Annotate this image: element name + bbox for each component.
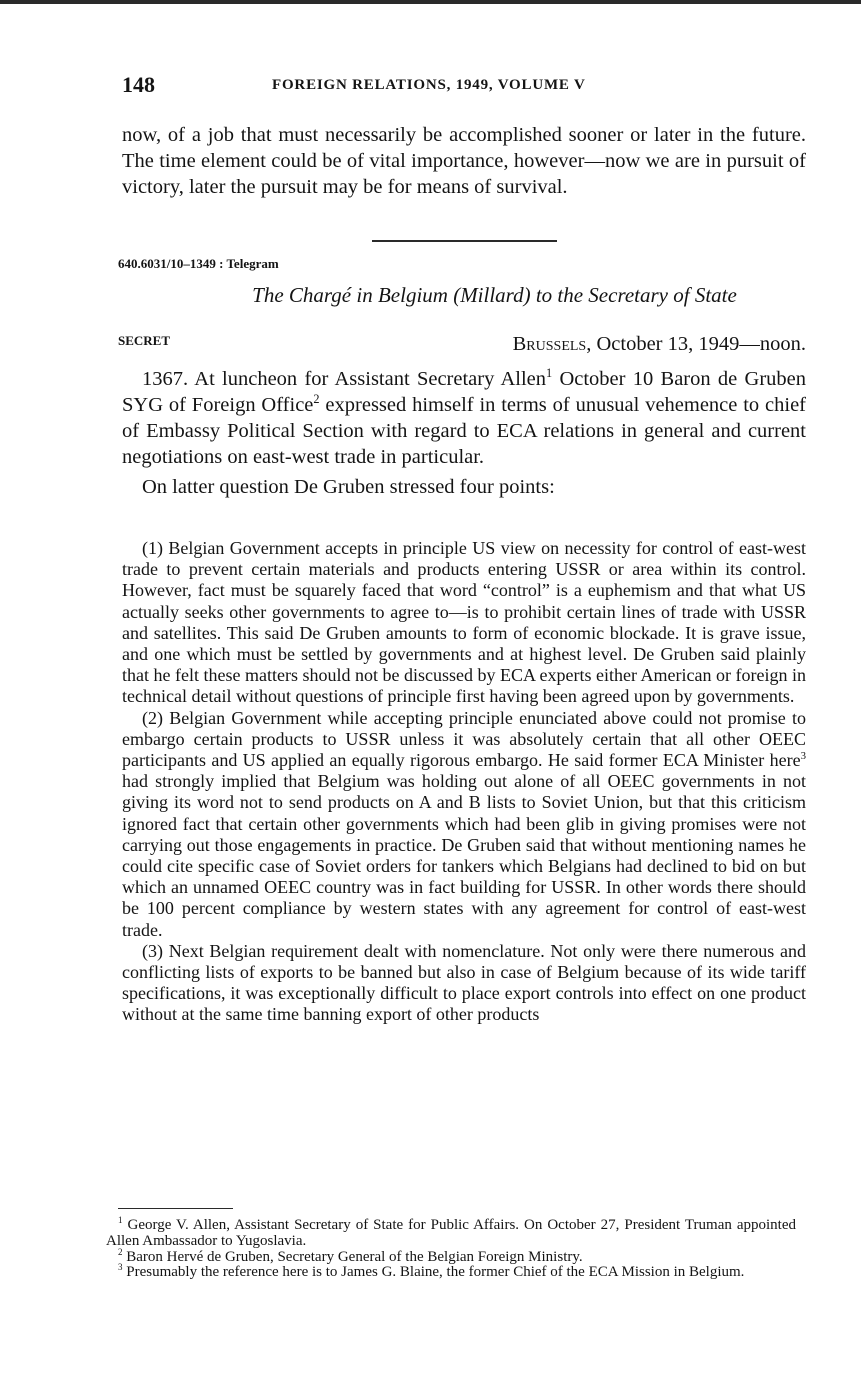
dateline <box>513 333 806 356</box>
document-separator-rule <box>372 240 557 242</box>
point2-text-b: had strongly implied that Belgium was holding out alone of all OEEC governments in not giving its word not to send products on A and B lists to Soviet Union, but that this criticism ignored fact that certain other governments which had been glib in giving promises were not carrying out those engagements in practice. De Gruben said that without mentioning names he could cite specific case of Soviet orders for tankers which Belgians had declined to bid on but which an unnamed OEEC country was in fact building for USSR. In other words there should be 100 percent compliance by western states with any agreement for control of east-west trade. <box>122 771 806 940</box>
footnote-rule <box>118 1208 233 1209</box>
top-edge-rule <box>0 0 861 4</box>
telegram-opening <box>122 366 806 500</box>
footnote-2-mark: 2 <box>118 1246 123 1257</box>
para1-text-a: 1367. At luncheon for Assistant Secretary Allen <box>142 368 547 390</box>
page-header <box>122 72 806 102</box>
footnote-1 <box>106 1215 796 1250</box>
page-number: 148 <box>122 72 155 97</box>
dateline-place: Brussels, <box>512 333 592 355</box>
footnote-ref-1: 1 <box>546 366 553 381</box>
continuation-text-block <box>122 122 806 200</box>
dateline-date: October 13, 1949—noon. <box>596 333 806 355</box>
footnote-3 <box>106 1262 796 1281</box>
running-head: FOREIGN RELATIONS, 1949, VOLUME V <box>272 77 586 93</box>
continuation-paragraph: now, of a job that must necessarily be accomplished sooner or later in the future. The time element could be of vital importance, however—now we are in pursuit of victory, later the pursuit may be for means of survival. <box>122 124 806 198</box>
footnote-1-text: George V. Allen, Assistant Secretary of State for Public Affairs. On October 27, President Truman appointed Allen Ambassador to Yugoslavia. <box>106 1217 796 1249</box>
para1-text-c: expressed himself in terms of unusual vehemence to chief of Embassy Political Section with regard to ECA relations in general and current negotiations on east-west trade in particular. <box>122 394 807 468</box>
footnote-ref-3: 3 <box>800 750 806 763</box>
point-2 <box>122 708 806 941</box>
para1-text-b: October 10 Baron de Gruben SYG of Foreign Office <box>122 368 806 416</box>
footnote-ref-2: 2 <box>313 392 320 407</box>
classification-label: SECRET <box>118 333 171 348</box>
footnote-3-text: Presumably the reference here is to James G. Blaine, the former Chief of the ECA Mission in Belgium. <box>122 1264 745 1281</box>
footnote-2-text: Baron Hervé de Gruben, Secretary General of the Belgian Foreign Ministry. <box>122 1248 583 1265</box>
document-title: The Chargé in Belgium (Millard) to the Secretary of State <box>252 283 737 307</box>
points-list <box>122 538 806 1026</box>
footnote-3-mark: 3 <box>118 1262 123 1273</box>
point-1: (1) Belgian Government accepts in principle US view on necessity for control of east-west trade to prevent certain materials and products entering USSR or area within its control. However, fact must be squarely faced that word “control” is a euphemism and that what US actually seeks other governments to agree to—is to prohibit certain lines of trade with USSR and satellites. This said De Gruben amounts to form of economic blockade. It is grave issue, and one which must be settled by governments and at highest level. De Gruben said plainly that he felt these matters should not be discussed by ECA experts either American or foreign in technical detail without questions of principle first having been agreed upon by governments. <box>122 538 806 707</box>
point2-text-a: (2) Belgian Government while accepting principle enunciated above could not promise to embargo certain products to USSR unless it was absolutely certain that all other OEEC participants and US applied an equally rigorous embargo. He said former ECA Minister here <box>122 707 806 771</box>
paragraph-1367 <box>122 366 806 470</box>
footnote-1-mark: 1 <box>118 1215 123 1225</box>
footnotes <box>106 1215 796 1281</box>
paragraph-four-points-intro: On latter question De Gruben stressed four points: <box>142 476 555 498</box>
point-3: (3) Next Belgian requirement dealt with nomenclature. Not only were there numerous and conflicting lists of exports to be banned but also in case of Belgium because of its wide tariff specifications, it was exceptionally difficult to place export controls into effect on one product without at the same time banning export of other products <box>122 940 806 1025</box>
file-reference: 640.6031/10–1349 : Telegram <box>118 256 279 271</box>
